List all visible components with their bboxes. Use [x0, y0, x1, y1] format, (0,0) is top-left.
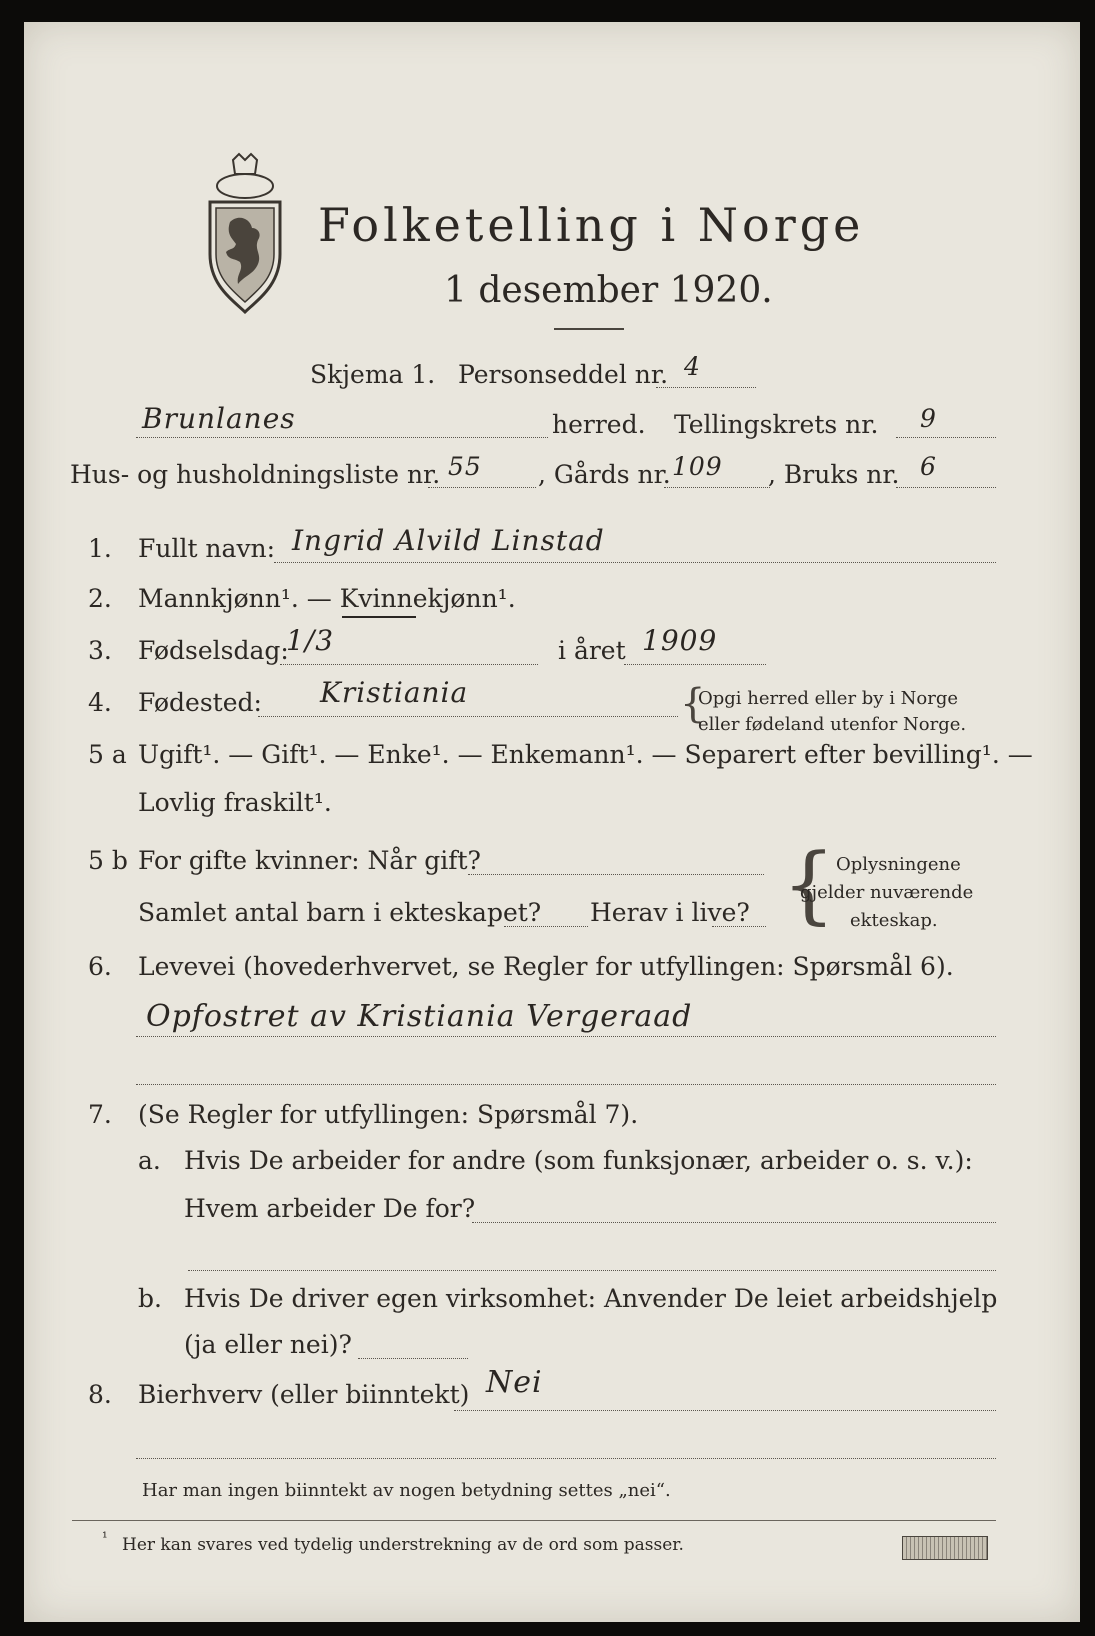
q4-note-1: Opgi herred eller by i Norge [698, 688, 959, 709]
q5b-line1: For gifte kvinner: Når gift? [138, 846, 481, 875]
herred-label: herred. [552, 410, 646, 439]
q7-number: 7. [88, 1100, 112, 1129]
q4-brace: { [680, 681, 706, 727]
personseddel-label: Personseddel nr. [458, 360, 669, 389]
personseddel-line [656, 387, 756, 388]
hus-label: Hus- og husholdningsliste nr. [70, 460, 441, 489]
q2-number: 2. [88, 584, 112, 613]
q6-number: 6. [88, 952, 112, 981]
q8-line-2 [136, 1458, 996, 1459]
q7a-line [472, 1222, 996, 1223]
q8-number: 8. [88, 1380, 112, 1409]
tellingskrets-line [896, 437, 996, 438]
coat-of-arms-icon [200, 152, 290, 322]
gards-label: , Gårds nr. [538, 460, 671, 489]
q4-number: 4. [88, 688, 112, 717]
footnote-divider [72, 1520, 996, 1521]
tellingskrets-value: 9 [920, 404, 937, 433]
hus-value: 55 [448, 452, 482, 481]
q6-value: Opfostret av Kristiania Vergeraad [146, 999, 693, 1034]
q8-label: Bierhverv (eller biinntekt) [138, 1380, 470, 1409]
q4-line [258, 716, 678, 717]
q3-label: Fødselsdag: [138, 636, 289, 665]
q7b-text2: (ja eller nei)? [184, 1330, 352, 1359]
q7a-letter: a. [138, 1146, 161, 1175]
q7b-text: Hvis De driver egen virksomhet: Anvender De leiet arbeidshjelp [184, 1284, 998, 1313]
form-title: Folketelling i Norge [318, 198, 865, 252]
q5b-herav-label: Herav i live? [590, 898, 750, 927]
q3-number: 3. [88, 636, 112, 665]
bruks-label: , Bruks nr. [768, 460, 900, 489]
q5b-children-line [504, 926, 588, 927]
q5a-number: 5 a [88, 740, 127, 769]
q5b-alive-line [712, 926, 766, 927]
tellingskrets-label: Tellingskrets nr. [674, 410, 879, 439]
q2-underline [342, 616, 416, 618]
census-form [24, 22, 1080, 1622]
skjema-label: Skjema 1. [310, 360, 436, 389]
q7b-letter: b. [138, 1284, 162, 1313]
personseddel-value: 4 [684, 352, 701, 381]
q1-number: 1. [88, 534, 112, 563]
bruks-line [896, 487, 996, 488]
q5b-married-line [468, 874, 764, 875]
q6-text: Levevei (hovederhvervet, se Regler for utfyllingen: Spørsmål 6). [138, 952, 954, 981]
q4-note-2: eller fødeland utenfor Norge. [698, 714, 967, 735]
q1-line [274, 562, 996, 563]
footnote-mark: ¹ [102, 1530, 108, 1546]
q5b-number: 5 b [88, 846, 128, 875]
q3-year-label: i året [558, 636, 626, 665]
q1-label: Fullt navn: [138, 534, 276, 563]
biinntekt-note: Har man ingen biinntekt av nogen betydning settes „nei“. [142, 1480, 671, 1501]
title-divider [554, 328, 624, 330]
q7b-line [358, 1358, 468, 1359]
q5b-note-2: gjelder nuværende [800, 882, 974, 903]
q6-line-2 [136, 1084, 996, 1085]
q5b-line2: Samlet antal barn i ekteskapet? [138, 898, 542, 927]
q5b-note-3: ekteskap. [850, 910, 938, 931]
printer-stamp [902, 1536, 988, 1560]
herred-line [136, 437, 548, 438]
census-date: 1 desember 1920. [444, 270, 773, 311]
q3-year-line [624, 664, 766, 665]
hus-line [428, 487, 536, 488]
gards-line [664, 487, 770, 488]
q5b-note-1: Oplysningene [836, 854, 961, 875]
q1-value: Ingrid Alvild Linstad [292, 524, 605, 557]
q3-line [280, 664, 538, 665]
gards-value: 109 [672, 452, 723, 481]
q4-label: Fødested: [138, 688, 262, 717]
q3-value: 1/3 [286, 624, 335, 657]
q4-value: Kristiania [320, 676, 469, 709]
q7a-line-2 [188, 1270, 996, 1271]
q7a-text: Hvis De arbeider for andre (som funksjonær, arbeider o. s. v.): [184, 1146, 973, 1175]
q2-text: Mannkjønn¹. — Kvinnekjønn¹. [138, 584, 516, 613]
q5b-brace: { [782, 835, 836, 933]
herred-value: Brunlanes [142, 402, 296, 435]
q3-year-value: 1909 [642, 624, 718, 657]
q8-line [454, 1410, 996, 1411]
q5a-line2: Lovlig fraskilt¹. [138, 788, 332, 817]
q5a-line1: Ugift¹. — Gift¹. — Enke¹. — Enkemann¹. — Separert efter bevilling¹. — [138, 740, 1033, 769]
q7-text: (Se Regler for utfyllingen: Spørsmål 7). [138, 1100, 639, 1129]
q8-value: Nei [486, 1365, 543, 1400]
q6-line-1 [136, 1036, 996, 1037]
footnote-text: Her kan svares ved tydelig understrekning av de ord som passer. [122, 1535, 684, 1555]
bruks-value: 6 [920, 452, 937, 481]
q7a-text2: Hvem arbeider De for? [184, 1194, 476, 1223]
